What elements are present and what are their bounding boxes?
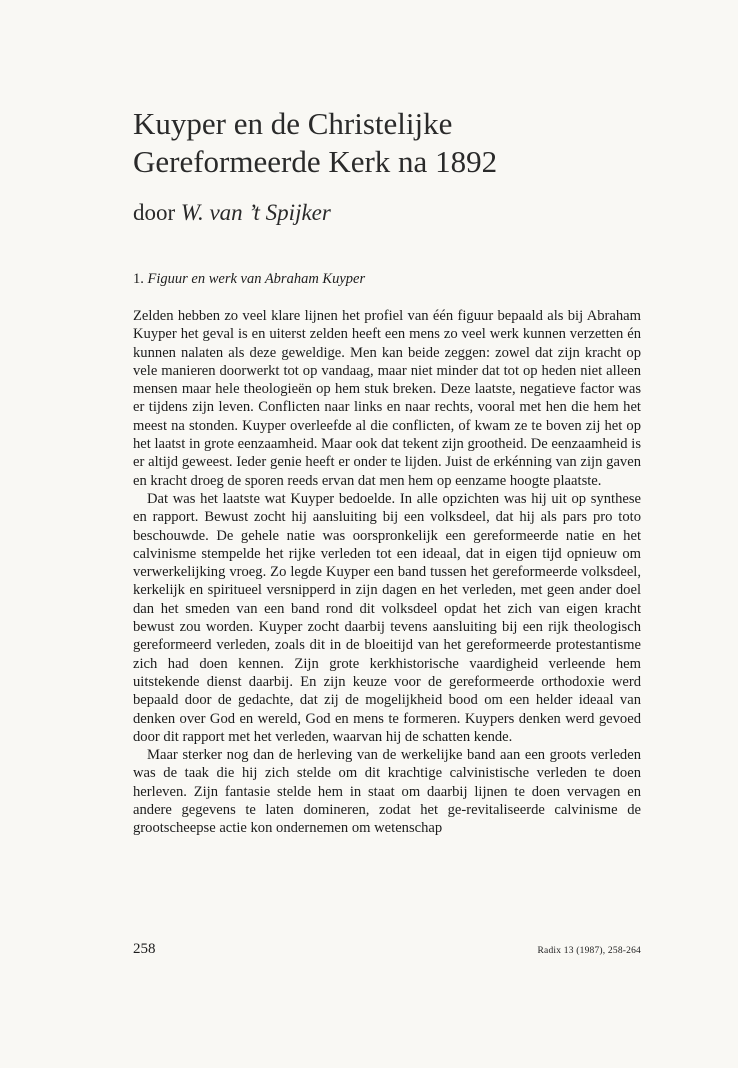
author-prefix: door (133, 200, 176, 225)
author-name: W. van ’t Spijker (180, 200, 331, 225)
section-heading (133, 270, 365, 288)
page-number: 258 (133, 941, 156, 957)
section-number: 1. (133, 271, 144, 287)
article-body (133, 307, 641, 838)
paragraph-3: Maar sterker nog dan de herleving van de werkelijke band aan een groots verleden was de taak die hij zich stelde om dit krachtige calvinistische verleden te doen herleven. Zijn fantasie stelde hem in staat om daarbij lijnen te doen vervagen en andere gegevens te laten domineren, zodat het ge-revitaliseerde calvinisme de grootscheepse actie kon ondernemen om wetenschap (133, 747, 641, 837)
paragraph-2: Dat was het laatste wat Kuyper bedoelde. In alle opzichten was hij uit op synthese en rapport. Bewust zocht hij aansluiting bij een volksdeel, dat hij als pars pro toto beschouwde. De gehele natie was oorspronkelijk een gereformeerde natie en het calvinisme stempelde het rijke verleden tot een ideaal, dat in eigen tijd opnieuw om verwerkelijking vroeg. Zo legde Kuyper een band tussen het gereformeerde volksdeel, kerkelijk en spiritueel versnipperd in zijn dagen en het verleden, met geen ander doel dan het smeden van een band rond dit volksdeel opdat het zich van eigen kracht bewust zou worden. Kuyper zocht daarbij tevens aansluiting bij een rijk theologisch gereformeerd verleden, zoals dit in de bloeitijd van het gereformeerde protestantisme zich had doen kennen. Zijn grote kerkhistorische vaardigheid verleende hem uitstekende dienst daarbij. En zijn keuze voor de gereformeerde orthodoxie werd bepaald door de gedachte, dat zij de mogelijkheid bood om een helder ideaal van denken over God en wereld, God en mens te formeren. Kuypers denken werd gevoed door dit rapport met het verleden, waarvan hij de schatten kende. (133, 490, 641, 745)
author-byline (133, 199, 331, 227)
title-line-2: Gereformeerde Kerk na 1892 (133, 144, 498, 179)
article-title (133, 105, 653, 181)
journal-citation: Radix 13 (1987), 258-264 (537, 946, 641, 956)
paragraph-1: Zelden hebben zo veel klare lijnen het profiel van één figuur bepaald als bij Abraham Kuyper het geval is en uiterst zelden heeft een mens zo veel werk kunnen verzetten én kunnen nalaten als deze geweldige. Men kan beide zeggen: zowel dat zijn kracht op vele manieren doorwerkt tot op vandaag, maar niet minder dat tot op heden niet alleen mensen maar hele theologieën op hem stuk breken. Deze laatste, negatieve factor was er tijdens zijn leven. Conflicten naar links en naar rechts, vooral met hen die hem het meest na stonden. Kuyper overleefde al die conflicten, of kwam ze te boven zij het op het laatst in grote eenzaamheid. Maar ook dat tekent zijn grootheid. De eenzaamheid is er altijd geweest. Ieder genie heeft er onder te lijden. Juist de erkénning van zijn gaven en kracht droeg de sporen reeds ervan dat men hem op eenzame hoogte plaatste. (133, 308, 641, 489)
section-title: Figuur en werk van Abraham Kuyper (147, 271, 366, 287)
title-line-1: Kuyper en de Christelijke (133, 106, 453, 141)
